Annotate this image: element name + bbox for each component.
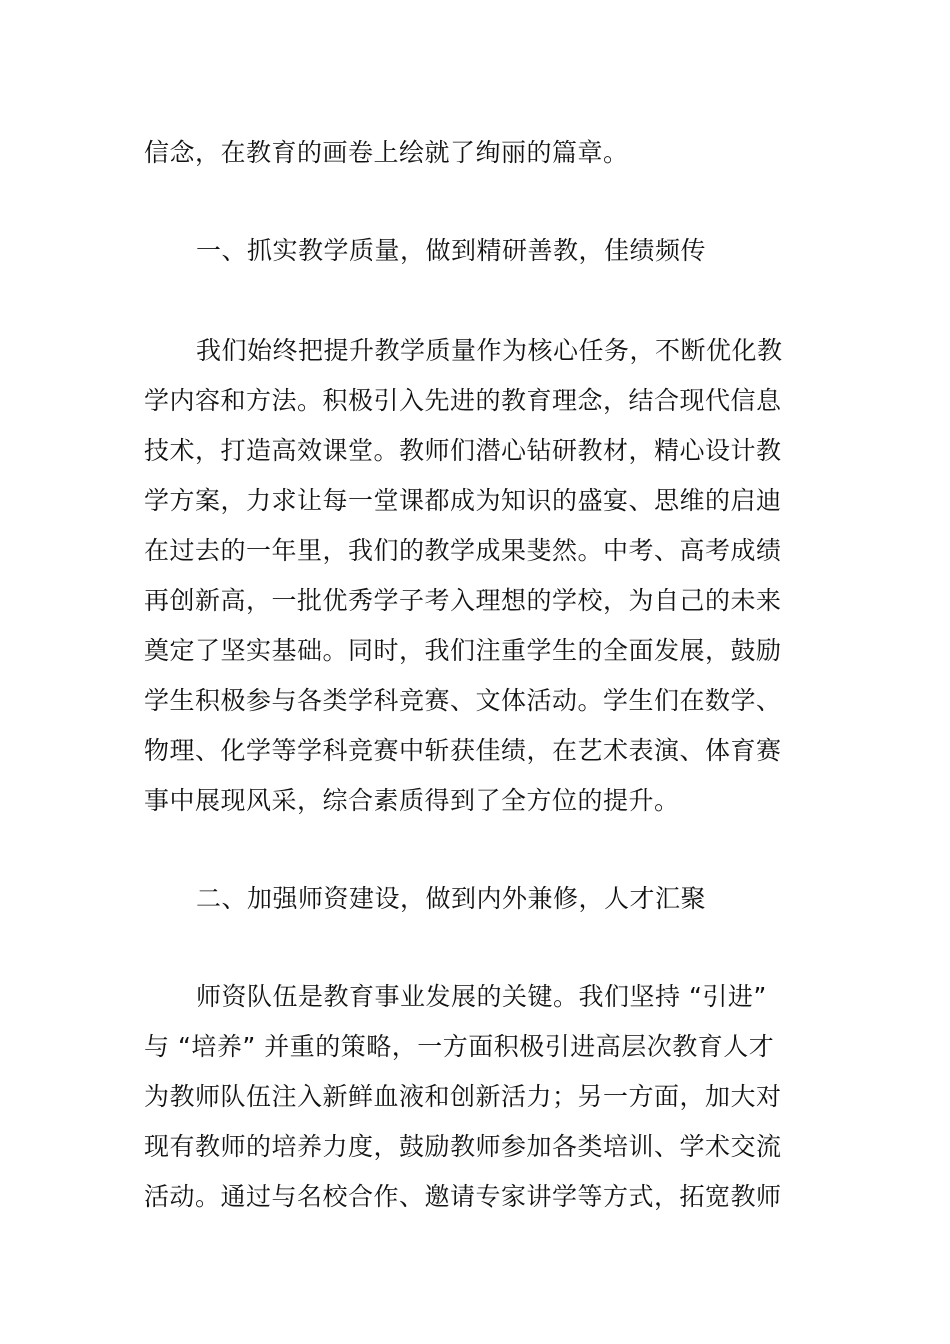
heading-text: 二、加强师资建设，做到内外兼修，人才汇聚 [196, 884, 707, 913]
section-2-paragraph [144, 972, 808, 1222]
paragraph-line: 师资队伍是教育事业发展的关键。我们坚持 “引进” [196, 982, 767, 1011]
paragraph-line: 为教师队伍注入新鲜血液和创新活力；另一方面，加大对 [144, 1082, 782, 1111]
paragraph-line: 我们始终把提升教学质量作为核心任务，不断优化教 [196, 336, 783, 365]
section-2-heading [144, 874, 808, 924]
paragraph-line: 物理、化学等学科竞赛中斩获佳绩，在艺术表演、体育赛 [144, 736, 782, 765]
section-1-heading [144, 226, 808, 276]
paragraph-line: 事中展现风采，综合素质得到了全方位的提升。 [144, 786, 680, 815]
section-1-paragraph [144, 326, 808, 826]
paragraph-line: 再创新高，一批优秀学子考入理想的学校，为自己的未来 [144, 586, 782, 615]
paragraph-line: 学方案，力求让每一堂课都成为知识的盛宴、思维的启迪 [144, 486, 782, 515]
paragraph-line: 与 “培养” 并重的策略，一方面积极引进高层次教育人才 [144, 1032, 775, 1061]
intro-paragraph-tail [144, 128, 808, 178]
paragraph-line: 技术，打造高效课堂。教师们潜心钻研教材，精心设计教 [144, 436, 782, 465]
paragraph-line: 在过去的一年里，我们的教学成果斐然。中考、高考成绩 [144, 536, 782, 565]
paragraph-line: 学生积极参与各类学科竞赛、文体活动。学生们在数学、 [144, 686, 782, 715]
heading-text: 一、抓实教学质量，做到精研善教，佳绩频传 [196, 236, 707, 265]
paragraph-line: 活动。通过与名校合作、邀请专家讲学等方式，拓宽教师 [144, 1182, 782, 1211]
paragraph-line: 奠定了坚实基础。同时，我们注重学生的全面发展，鼓励 [144, 636, 782, 665]
paragraph-line: 信念，在教育的画卷上绘就了绚丽的篇章。 [144, 138, 629, 167]
paragraph-line: 学内容和方法。积极引入先进的教育理念，结合现代信息 [144, 386, 782, 415]
paragraph-line: 现有教师的培养力度，鼓励教师参加各类培训、学术交流 [144, 1132, 782, 1161]
